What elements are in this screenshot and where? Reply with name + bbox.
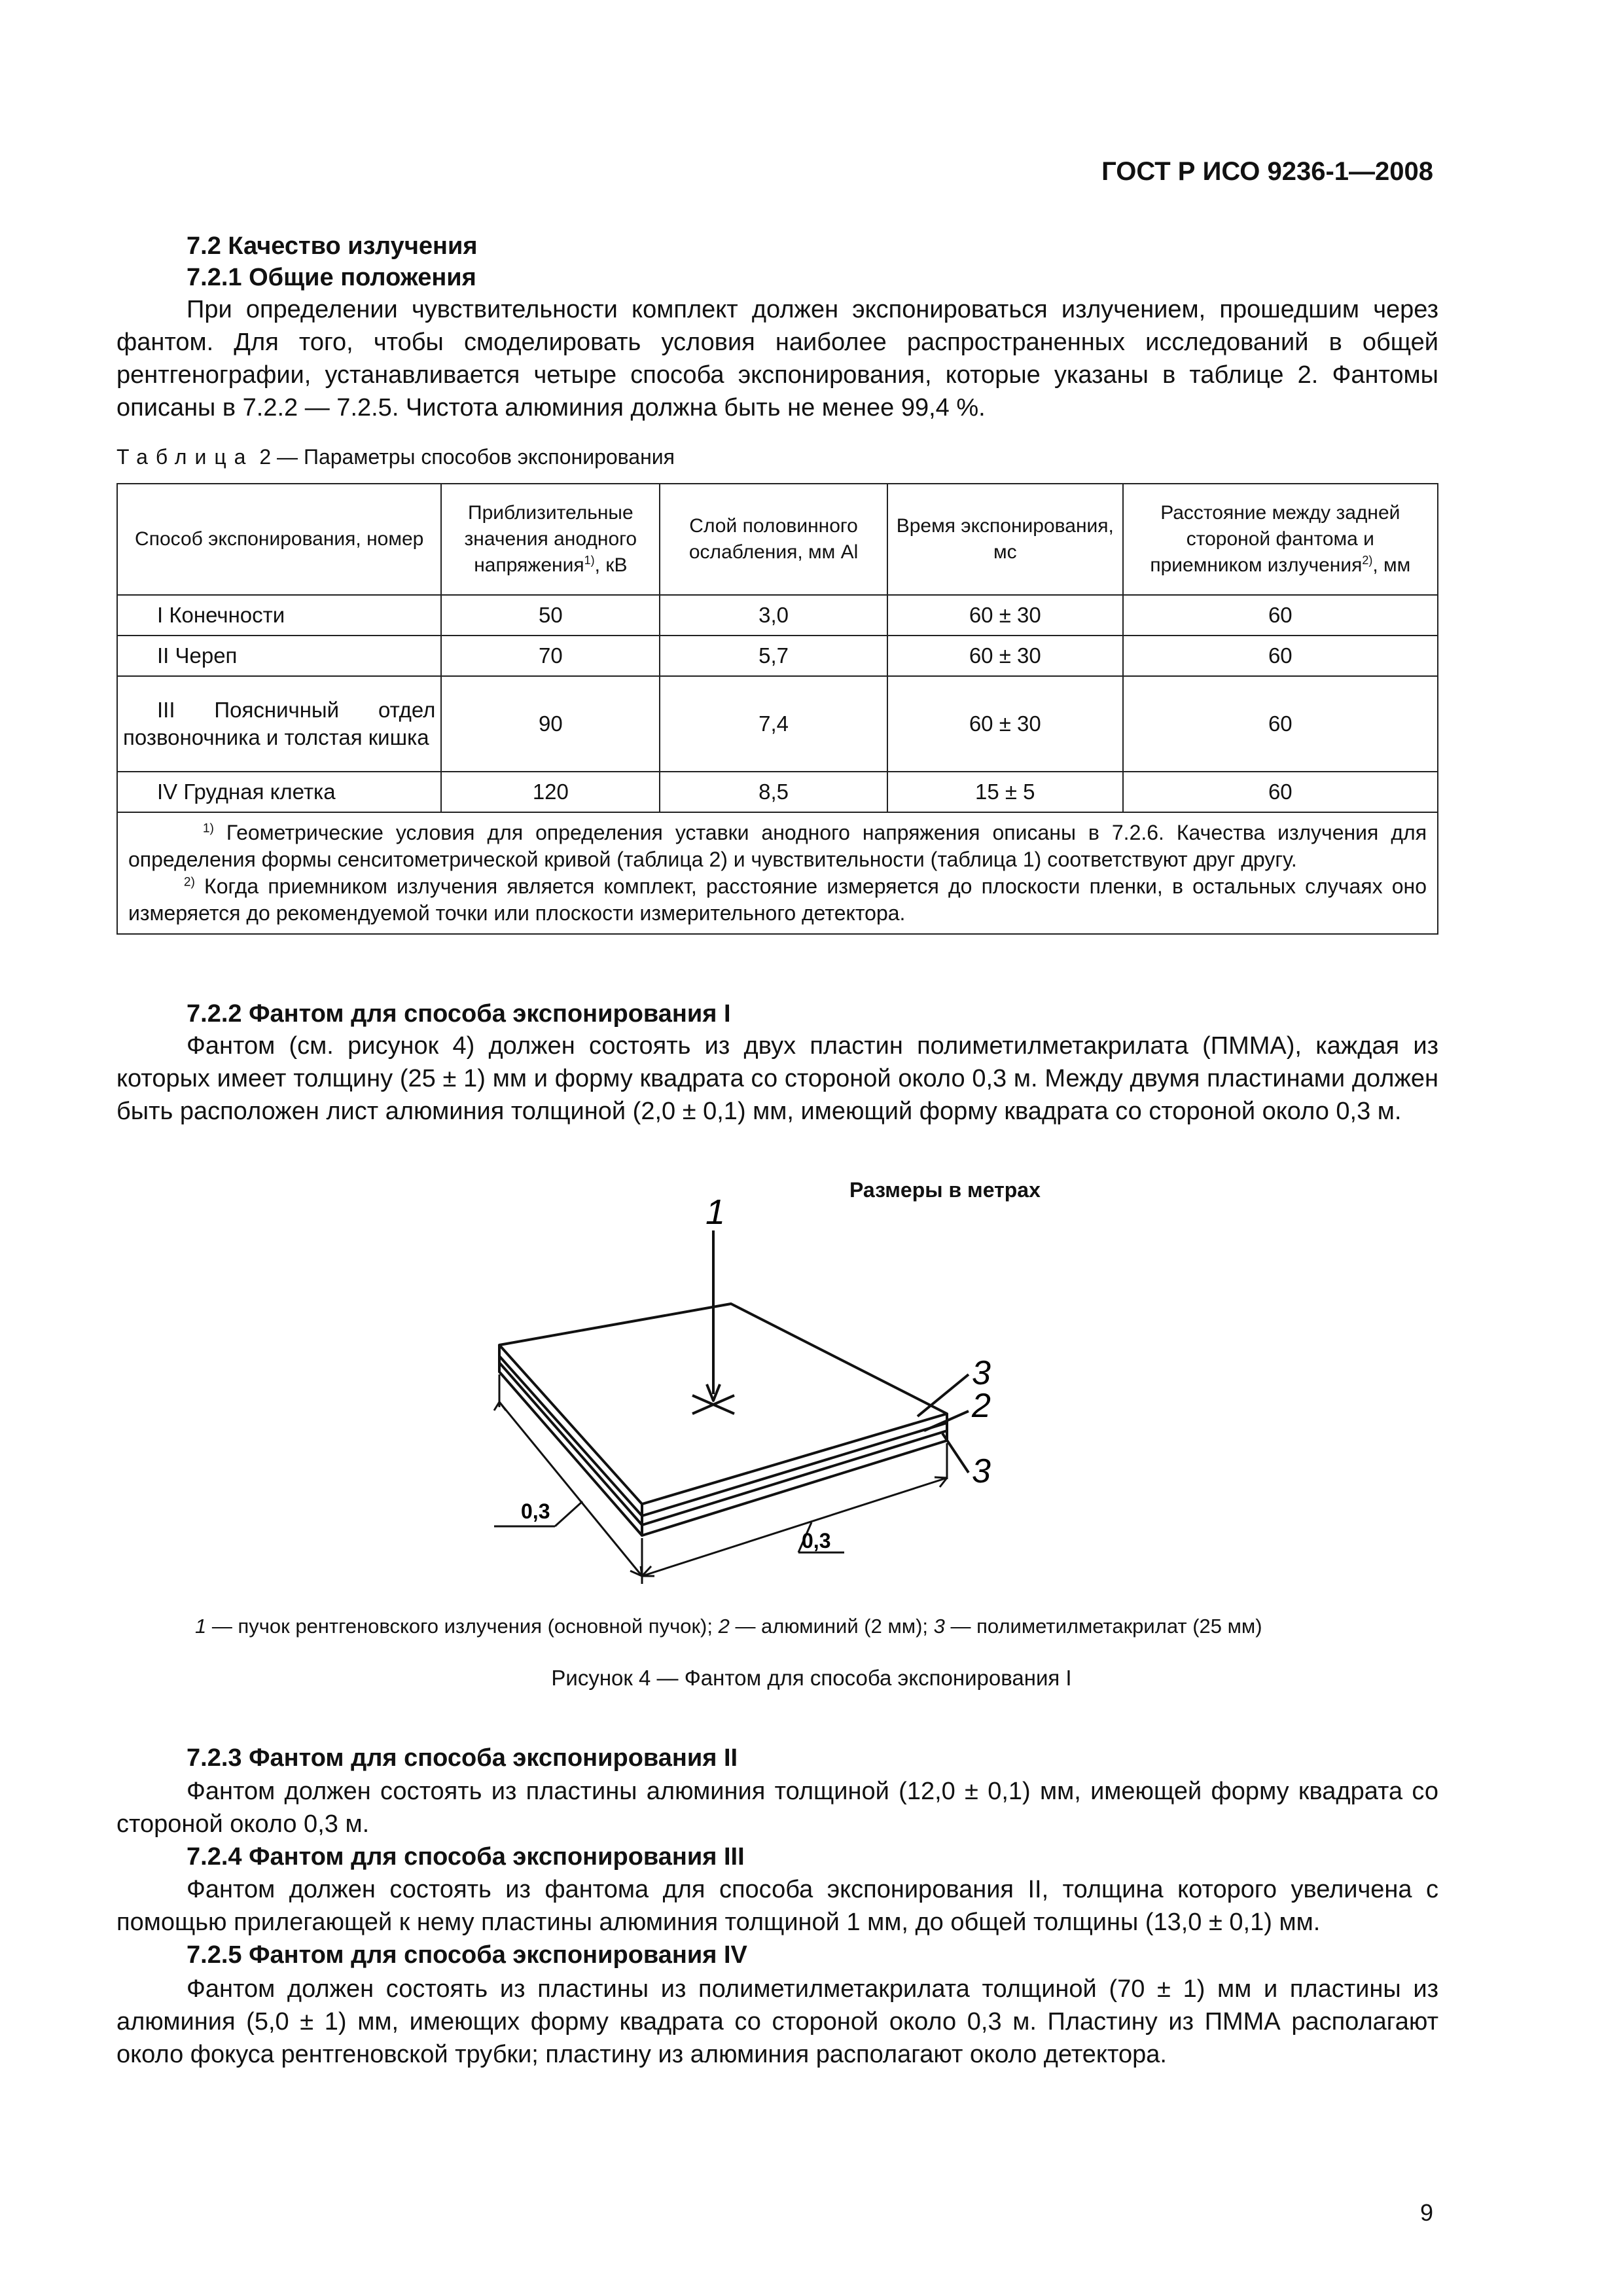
cell-hvl: 3,0: [660, 595, 887, 636]
header-method: Способ экспонирования, номер: [117, 484, 441, 595]
label-3-top: 3: [972, 1354, 991, 1392]
table-notes-row: [117, 812, 1438, 934]
figure-legend: 1 — пучок рентгеновского излучения (основной пучок); 2 — алюминий (2 мм); 3 — полиметилметакрилат (25 мм): [195, 1615, 1262, 1638]
cell-distance: 60: [1123, 772, 1438, 812]
phantom-top-face: [499, 1304, 947, 1504]
table-footnote-1: $^{1)}$ Геометрические условия для определения уставки анодного напряжения описаны в 7.2.6. Качества излучения для определения формы сенситометрической кривой (таблица 2) и чувствительности (таблица 1) соответствуют друг другу.: [128, 821, 1427, 871]
paragraph-7-2-2: Фантом (см. рисунок 4) должен состоять из двух пластин полиметилметакрилата (ПММА), каждая из которых имеет толщину (25 ± 1) мм и форму квадрата со стороной около 0,3 м. Между двумя пластинами должен быть расположен лист алюминия толщиной (2,0 ± 0,1) мм, имеющий форму квадрата со стороной около 0,3 м.: [116, 1032, 1438, 1125]
page-number: 9: [1419, 2199, 1433, 2226]
cell-time: 60 ± 30: [887, 636, 1123, 676]
label-3-bottom: 3: [972, 1452, 991, 1490]
label-1: 1: [705, 1193, 726, 1232]
paragraph-7-2-3: Фантом должен состоять из пластины алюминия толщиной (12,0 ± 0,1) мм, имеющей форму квадрата со стороной около 0,3 м.: [116, 1778, 1438, 1838]
cell-voltage: 70: [441, 636, 660, 676]
cell-method: I Конечности: [117, 595, 441, 636]
table-header-row: [117, 484, 1438, 595]
cell-voltage: 120: [441, 772, 660, 812]
exposure-parameters-table: [116, 483, 1438, 935]
paragraph-7-2-1: При определении чувствительности комплект должен экспонироваться излучением, прошедшим через фантом. Для того, чтобы смоделировать условия наиболее распространенных исследований в общей рентгенографии, устанавливается четыре способа экспонирования, которые указаны в таблице 2. Фантомы описаны в 7.2.2 — 7.2.5. Чистота алюминия должна быть не менее 99,4 %.: [116, 296, 1438, 422]
cell-time: 60 ± 30: [887, 676, 1123, 772]
header-hvl: Слой половинного ослабления, мм Al: [660, 484, 887, 595]
cell-voltage: 50: [441, 595, 660, 636]
section-7-2-2-heading: 7.2.2 Фантом для способа экспонирования I: [187, 1000, 731, 1028]
section-7-2-5-heading: 7.2.5 Фантом для способа экспонирования IV: [187, 1941, 747, 1969]
table-row: [117, 676, 1438, 772]
cell-distance: 60: [1123, 676, 1438, 772]
dimension-bottom-label: 0,3: [802, 1529, 831, 1552]
cell-distance: 60: [1123, 595, 1438, 636]
table-notes: [117, 812, 1438, 934]
cell-method: IV Грудная клетка: [117, 772, 441, 812]
phantom-figure: [458, 1185, 1047, 1604]
cell-time: 15 ± 5: [887, 772, 1123, 812]
section-7-2-4-heading: 7.2.4 Фантом для способа экспонирования III: [187, 1843, 745, 1871]
cell-method: III Поясничный отдел позвоночника и толстая кишка: [117, 676, 441, 772]
label-2: 2: [972, 1387, 991, 1425]
figure-units-label: Размеры в метрах: [849, 1178, 1041, 1202]
dimension-left-label: 0,3: [521, 1499, 550, 1523]
header-distance: Расстояние между задней стороной фантома и приемником излучения$^{2)}$, мм: [1123, 484, 1438, 595]
table-row: [117, 636, 1438, 676]
section-7-2-3-heading: 7.2.3 Фантом для способа экспонирования II: [187, 1744, 738, 1772]
table-row: [117, 772, 1438, 812]
paragraph-7-2-4: Фантом должен состоять из фантома для способа экспонирования II, толщина которого увеличена с помощью прилегающей к нему пластины алюминия толщиной 1 мм, до общей толщины (13,0 ± 0,1) мм.: [116, 1876, 1438, 1936]
cell-voltage: 90: [441, 676, 660, 772]
cell-hvl: 5,7: [660, 636, 887, 676]
table-footnote-2: $^{2)}$ Когда приемником излучения является комплект, расстояние измеряется до плоскости пленки, в остальных случаях оно измеряется до рекомендуемой точки или плоскости измерительного детектора.: [128, 874, 1427, 925]
table-caption: Таблица 2 — Параметры способов экспонирования: [116, 445, 675, 469]
header-exposure-time: Время экспонирования, мс: [887, 484, 1123, 595]
cell-time: 60 ± 30: [887, 595, 1123, 636]
cell-method: II Череп: [117, 636, 441, 676]
cell-distance: 60: [1123, 636, 1438, 676]
figure-title: Рисунок 4 — Фантом для способа экспонирования I: [551, 1666, 1072, 1690]
document-header: ГОСТ Р ИСО 9236-1—2008: [1101, 157, 1433, 186]
cell-hvl: 8,5: [660, 772, 887, 812]
header-voltage: Приблизительные значения анодного напряжения$^{1)}$, кВ: [441, 484, 660, 595]
table-row: [117, 595, 1438, 636]
section-7-2-1-heading: 7.2.1 Общие положения: [187, 264, 476, 291]
cell-hvl: 7,4: [660, 676, 887, 772]
paragraph-7-2-5: Фантом должен состоять из пластины из полиметилметакрилата толщиной (70 ± 1) мм и пластины из алюминия (5,0 ± 1) мм, имеющих форму квадрата со стороной около 0,3 м. Пластину из ПММА располагают около фокуса рентгеновской трубки; пластину из алюминия располагают около детектора.: [116, 1975, 1438, 2068]
section-7-2-heading: 7.2 Качество излучения: [187, 232, 478, 260]
